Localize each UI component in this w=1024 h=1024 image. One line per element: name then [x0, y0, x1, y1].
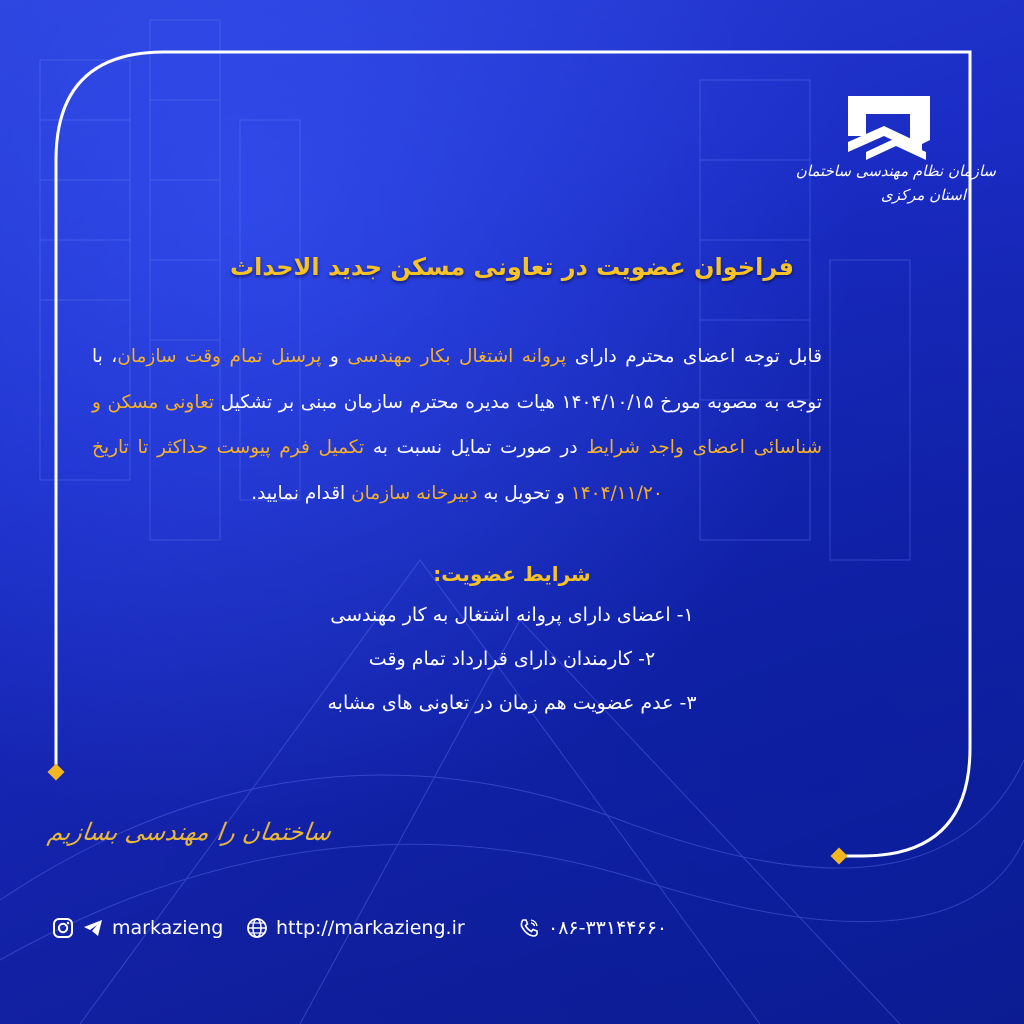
body-text-4: در صورت تمایل نسبت به [364, 437, 587, 458]
telegram-icon [82, 917, 104, 939]
body-highlight-cooperative: تعاونی مسکن و شناسائی اعضای واجد شرایط [92, 391, 823, 458]
logo-organization-name: سازمان نظام مهندسی ساختمان [795, 162, 996, 180]
body-highlight-secretariat: دبیرخانه سازمان [351, 482, 478, 504]
page-title: فراخوان عضویت در تعاونی مسکن جدید الاحداث [230, 253, 794, 281]
phone-number: ۰۸۶-۳۳۱۴۴۶۶۰ [548, 917, 668, 939]
body-text-3: ، با توجه به مصوبه مورخ ۱۴۰۴/۱۰/۱۵ هیات مدیره محترم سازمان مبنی بر تشکیل [92, 346, 823, 413]
website-url: http://markazieng.ir [276, 917, 465, 939]
body-text-2: و [321, 346, 348, 367]
footer-contacts [0, 908, 1024, 948]
organization-logo-icon [826, 88, 966, 228]
globe-icon [246, 917, 268, 939]
phone-icon [518, 917, 540, 939]
body-text-5: و تحویل به [477, 482, 571, 504]
footer-phone[interactable] [518, 908, 667, 948]
instagram-icon [52, 917, 74, 939]
conditions-title: شرایط عضویت: [433, 562, 591, 586]
condition-item: ۱- اعضای دارای پروانه اشتغال به کار مهندسی [330, 604, 694, 626]
body-text-1: قابل توجه اعضای محترم دارای [566, 346, 822, 367]
footer-website[interactable] [246, 908, 465, 948]
social-handle: markazieng [112, 917, 224, 939]
condition-item: ۲- کارمندان دارای قرارداد تمام وقت [368, 648, 656, 670]
announcement-body [92, 334, 822, 516]
body-highlight-license: پروانه اشتغال بکار مهندسی [347, 346, 567, 367]
condition-item: ۳- عدم عضویت هم زمان در تعاونی های مشابه [327, 692, 697, 714]
footer-social[interactable] [52, 908, 223, 948]
body-text-6: اقدام نمایید. [251, 482, 352, 504]
logo-province-name: استان مرکزی [880, 186, 966, 204]
body-highlight-staff: پرسنل تمام وقت سازمان [117, 346, 322, 367]
body-highlight-deadline: تکمیل فرم پیوست حداکثر تا تاریخ ۱۴۰۴/۱۱/۲۰ [92, 437, 663, 504]
slogan-calligraphy: ساختمان را مهندسی بسازیم [46, 818, 333, 846]
